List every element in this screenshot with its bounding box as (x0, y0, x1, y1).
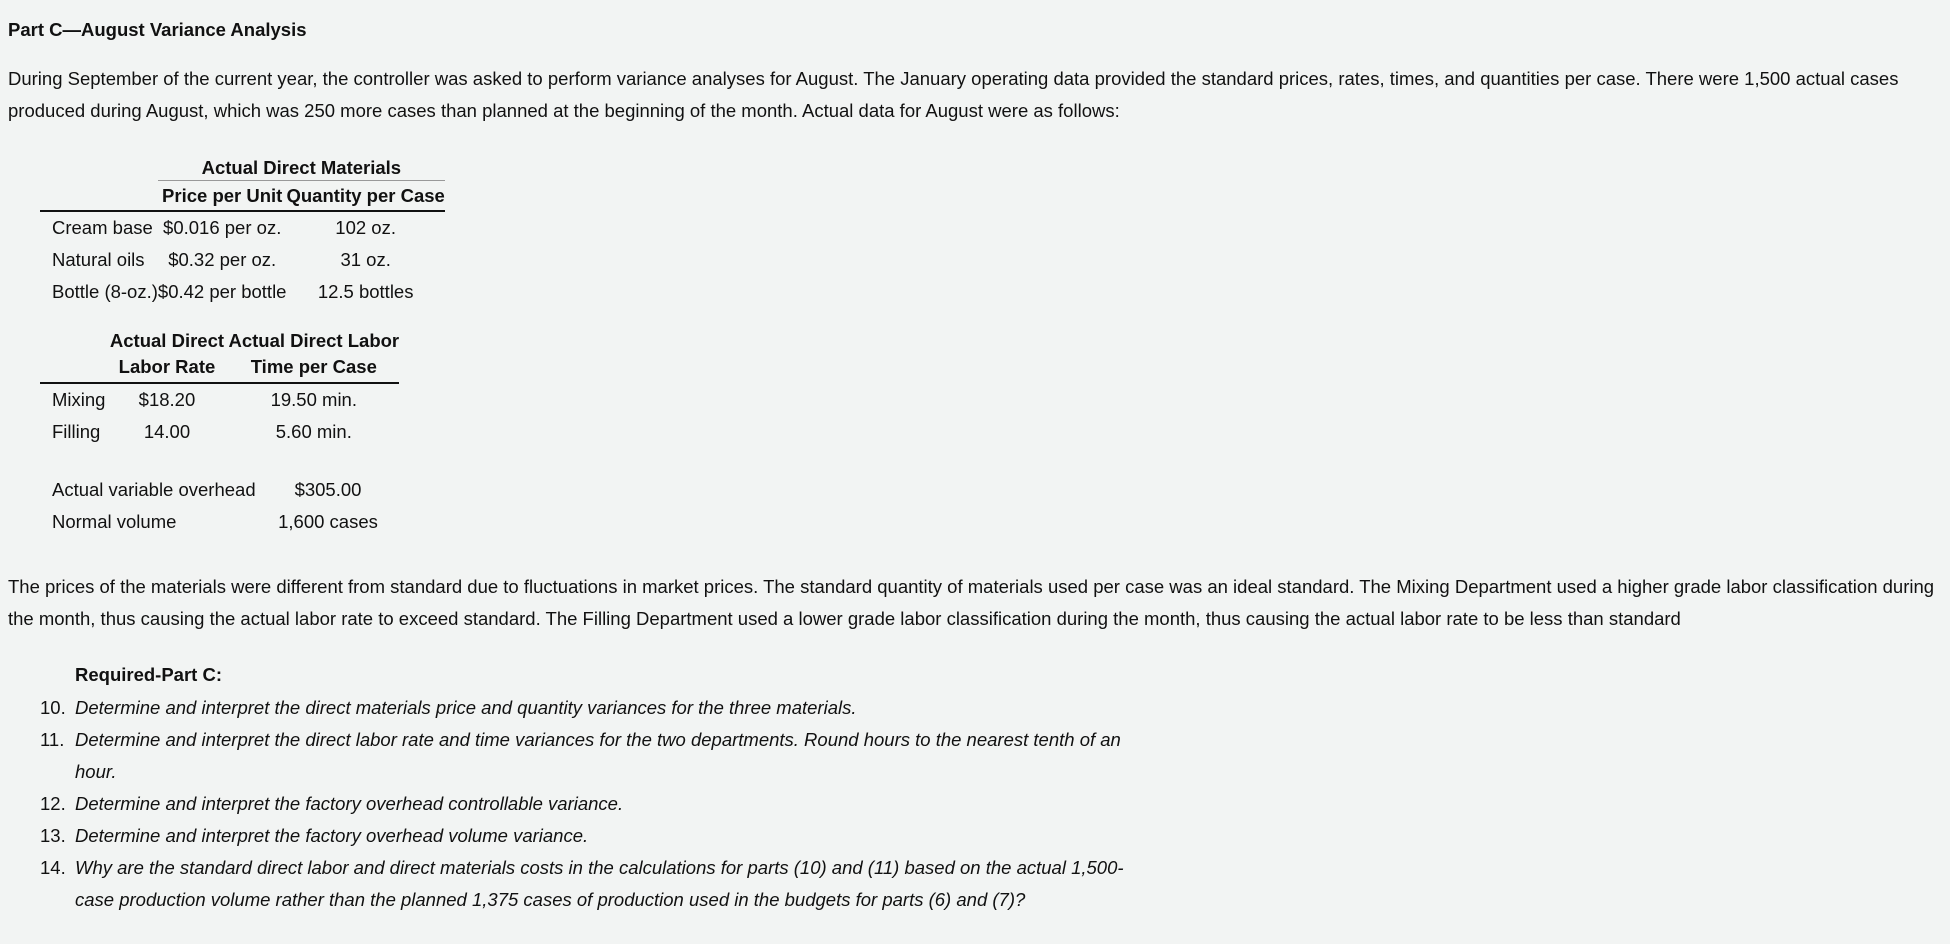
labor-dept-label: Mixing (52, 389, 106, 410)
direct-labor-table (40, 328, 399, 448)
item-text: Determine and interpret the factory overhead volume variance. (75, 825, 589, 846)
item-number: 11. (40, 729, 65, 750)
labor-col-rate: Actual Direct Labor Rate (105, 328, 228, 383)
item-text: Why are the standard direct labor and direct materials costs in the calculations for parts (10) and (11) based on the actual 1,500-case production volume rather than the planned 1,375 cases of production used in the budgets for parts (6) and (7)? (75, 857, 1124, 910)
labor-time: 5.60 min. (275, 421, 352, 442)
list-item (40, 692, 1140, 724)
material-label: Natural oils (52, 249, 145, 270)
table-row (40, 244, 445, 276)
material-qty: 12.5 bottles (317, 281, 414, 302)
labor-dept-label: Filling (52, 421, 101, 442)
material-label: Bottle (8-oz.) (52, 281, 158, 302)
list-item (40, 820, 1140, 852)
material-qty: 102 oz. (335, 217, 396, 238)
list-item (40, 788, 1140, 820)
item-text: Determine and interpret the factory overhead controllable variance. (75, 793, 624, 814)
labor-rate: 14.00 (143, 421, 191, 442)
item-text: Determine and interpret the direct materials price and quantity variances for the three materials. (75, 697, 857, 718)
labor-col-time: Actual Direct Labor Time per Case (228, 328, 399, 383)
overhead-value: $305.00 (294, 479, 362, 500)
overhead-value: 1,600 cases (278, 511, 378, 532)
table-row (40, 383, 399, 416)
material-qty: 31 oz. (340, 249, 391, 270)
material-label: Cream base (52, 217, 153, 238)
intro-paragraph: During September of the current year, the controller was asked to perform variance analyses for August. The January operating data provided the standard prices, rates, times, and quantities per case. There were 1,500 actual cases produced during August, which was 250 more cases than planned at the beginning of the month. Actual data for August were as follows: (8, 68, 1899, 121)
material-price: $0.016 per oz. (163, 217, 282, 238)
item-number: 14. (40, 857, 66, 878)
table-row (52, 506, 378, 538)
outro-paragraph: The prices of the materials were different from standard due to fluctuations in market prices. The standard quantity of materials used per case was an ideal standard. The Mixing Department used a higher grade labor classification during the month, thus causing the actual labor rate to exceed standard. The Filling Department used a lower grade labor classification during the month, thus causing the actual labor rate to be less than standard (8, 576, 1935, 629)
table-row (40, 416, 399, 448)
material-price: $0.32 per oz. (168, 249, 277, 270)
direct-materials-table (40, 149, 445, 308)
item-number: 12. (40, 793, 66, 814)
overhead-label: Normal volume (52, 511, 177, 532)
labor-time: 19.50 min. (270, 389, 357, 410)
table-row (40, 276, 445, 308)
materials-col-price: Price per Unit (158, 181, 287, 212)
list-item (40, 724, 1140, 788)
table-row (40, 211, 445, 244)
material-price: $0.42 per bottle (157, 281, 287, 302)
table-row (52, 474, 378, 506)
item-number: 13. (40, 825, 66, 846)
section-heading: Part C—August Variance Analysis (8, 19, 307, 40)
overhead-label: Actual variable overhead (52, 479, 256, 500)
materials-group-header: Actual Direct Materials (158, 149, 445, 181)
item-text: Determine and interpret the direct labor rate and time variances for the two departments. Round hours to the nearest tenth of an hour. (75, 729, 1121, 782)
required-title: Required-Part C: (75, 664, 222, 685)
overhead-table (52, 474, 378, 538)
list-item (40, 852, 1140, 916)
item-number: 10. (40, 697, 66, 718)
labor-rate: $18.20 (138, 389, 196, 410)
materials-col-qty: Quantity per Case (286, 181, 444, 212)
